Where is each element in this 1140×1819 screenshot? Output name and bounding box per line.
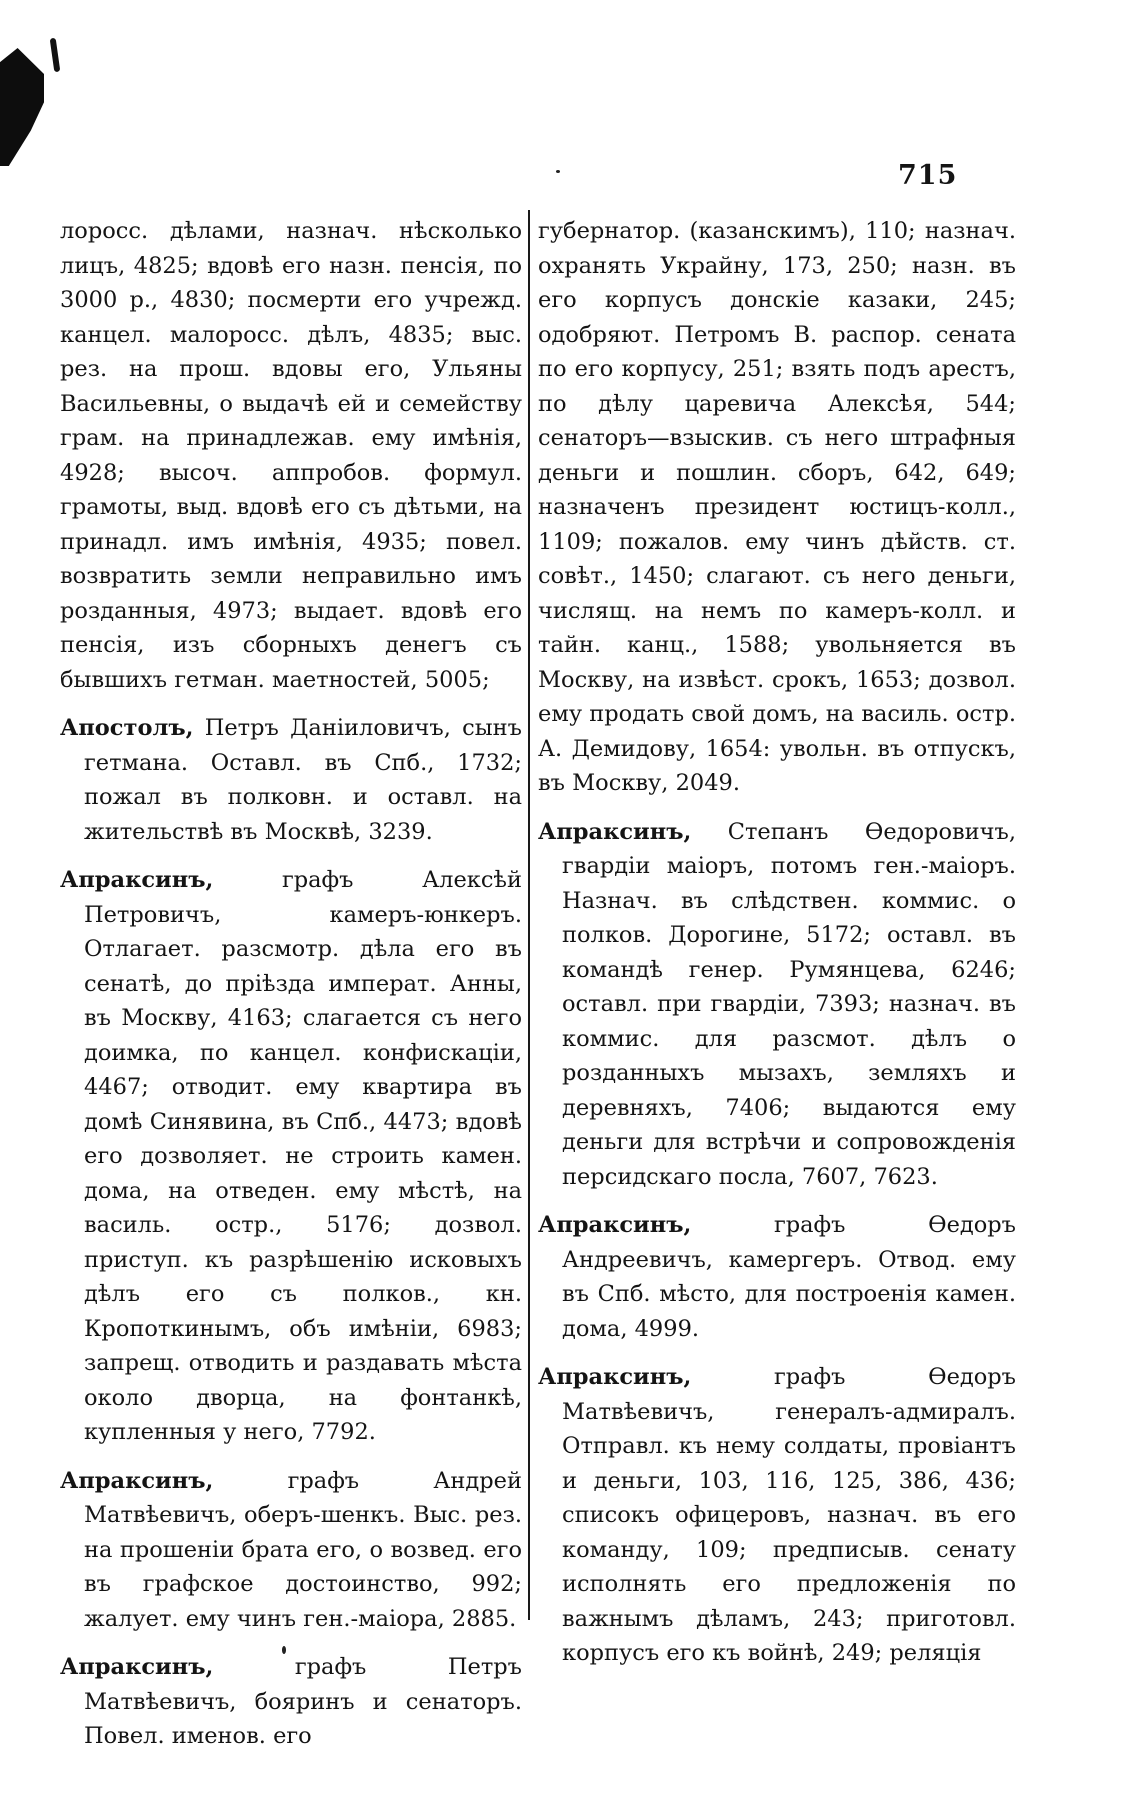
entry-text: Петръ Даніиловичъ, сынъ гетмана. Оставл. въ Спб., 1732; пожал въ полковн. и оставл. на жительствѣ въ Москвѣ, 3239. (84, 715, 522, 845)
entry-heading: Апраксинъ, (538, 1212, 692, 1238)
entry-text: лоросс. дѣлами, назнач. нѣсколько лицъ, 4825; вдовѣ его назн. пенсія, по 3000 р., 4830; посмерти его учрежд. канцел. малоросс. дѣлъ, 4835; выс. рез. на прош. вдовы его, Ульяны Васильевны, о выдачѣ ей и семейству грам. на принадлежав. ему имѣнія, 4928; высоч. аппробов. формул. грамоты, выд. вдовѣ его съ дѣтьми, на принадл. имъ имѣнія, 4935; повел. возвратить земли неправильно имъ розданныя, 4973; выдает. вдовѣ его пенсія, изъ сборныхъ денегъ съ бывшихъ гетман. маетностей, 5005; (60, 218, 522, 693)
entry-text: графъ Андрей Матвѣевичъ, оберъ-шенкъ. Выс. рез. на прошеніи брата его, о возвед. его въ графское достоинство, 992; жалует. ему чинъ ген.-маіора, 2885. (84, 1467, 522, 1632)
entry-text: Степанъ Ѳедоровичъ, гвардіи маіоръ, потомъ ген.-маіоръ. Назнач. въ слѣдствен. коммис. о полков. Дорогине, 5172; оставл. въ командѣ генер. Румянцева, 6246; оставл. при гвардіи, 7393; назнач. въ коммис. для разсмот. дѣлъ о розданныхъ мызахъ, земляхъ и деревняхъ, 7406; выдаются ему деньги для встрѣчи и сопровожденія персидскаго посла, 7607, 7623. (562, 818, 1016, 1190)
index-entry-continuation (60, 214, 522, 697)
entry-heading: Апостолъ, (60, 715, 194, 741)
scan-blot (0, 48, 44, 166)
index-entry (538, 815, 1016, 1195)
index-entry (538, 1208, 1016, 1346)
entry-heading: Апраксинъ, (538, 818, 692, 845)
scan-speck (556, 170, 560, 173)
right-column (538, 214, 1016, 1685)
column-divider (528, 210, 530, 1620)
entry-text: графъ Ѳедоръ Матвѣевичъ, генералъ-адмиралъ. Отправл. къ нему солдаты, провіантъ и деньги, 103, 116, 125, 386, 436; списокъ офицеровъ, назнач. въ его команду, 109; предписыв. сенату исполнять его предложенія по важнымъ дѣламъ, 243; приготовл. корпусъ его къ войнѣ, 249; реляція (562, 1364, 1016, 1666)
index-entry (538, 1360, 1016, 1671)
scan-mark (50, 38, 61, 73)
entry-heading: Апраксинъ, (60, 1467, 214, 1494)
entry-text: графъ Петръ Матвѣевичъ, бояринъ и сенаторъ. Повел. именов. его (84, 1654, 522, 1749)
left-column (60, 214, 522, 1768)
entry-heading: Апраксинъ, (60, 867, 214, 893)
entry-text: графъ Алексѣй Петровичъ, камеръ-юнкеръ. Отлагает. разсмотр. дѣла его въ сенатѣ, до пріѣзда императ. Анны, въ Москву, 4163; слагается съ него доимка, по канцел. конфискаціи, 4467; отводит. ему квартира въ домѣ Синявина, въ Спб., 4473; вдовѣ его дозволяет. не строить камен. дома, на отведен. ему мѣстѣ, на василь. остр., 5176; дозвол. приступ. къ разрѣшенію исковыхъ дѣлъ его съ полков., кн. Кропоткинымъ, объ имѣніи, 6983; запрещ. отводить и раздавать мѣста около дворца, на фонтанкѣ, купленныя у него, 7792. (84, 867, 522, 1445)
entry-text: графъ Ѳедоръ Андреевичъ, камергеръ. Отвод. ему въ Спб. мѣсто, для построенія камен. дома, 4999. (562, 1212, 1016, 1342)
entry-text: губернатор. (казанскимъ), 110; назнач. охранять Украйну, 173, 250; назн. въ его корпусъ донскіе казаки, 245; одобряют. Петромъ В. распор. сената по его корпусу, 251; взять подъ арестъ, по дѣлу царевича Алексѣя, 544; сенаторъ—взыскив. съ него штрафныя деньги и пошлин. сборъ, 642, 649; назначенъ президент юстицъ-колл., 1109; пожалов. ему чинъ дѣйств. ст. совѣт., 1450; слагают. съ него деньги, числящ. на немъ по камеръ-колл. и тайн. канц., 1588; увольняется въ Москву, на извѣст. срокъ, 1653; дозвол. ему продать свой домъ, на василь. остр. А. Демидову, 1654: увольн. въ отпускъ, въ Москву, 2049. (538, 218, 1016, 796)
index-entry-continuation (538, 214, 1016, 801)
index-entry (60, 711, 522, 849)
page-number: 715 (898, 160, 958, 191)
index-entry (60, 1464, 522, 1637)
entry-heading: Апраксинъ, (538, 1364, 692, 1390)
entry-heading: Апраксинъ, (60, 1654, 214, 1680)
index-entry (60, 1650, 522, 1754)
index-entry (60, 863, 522, 1450)
